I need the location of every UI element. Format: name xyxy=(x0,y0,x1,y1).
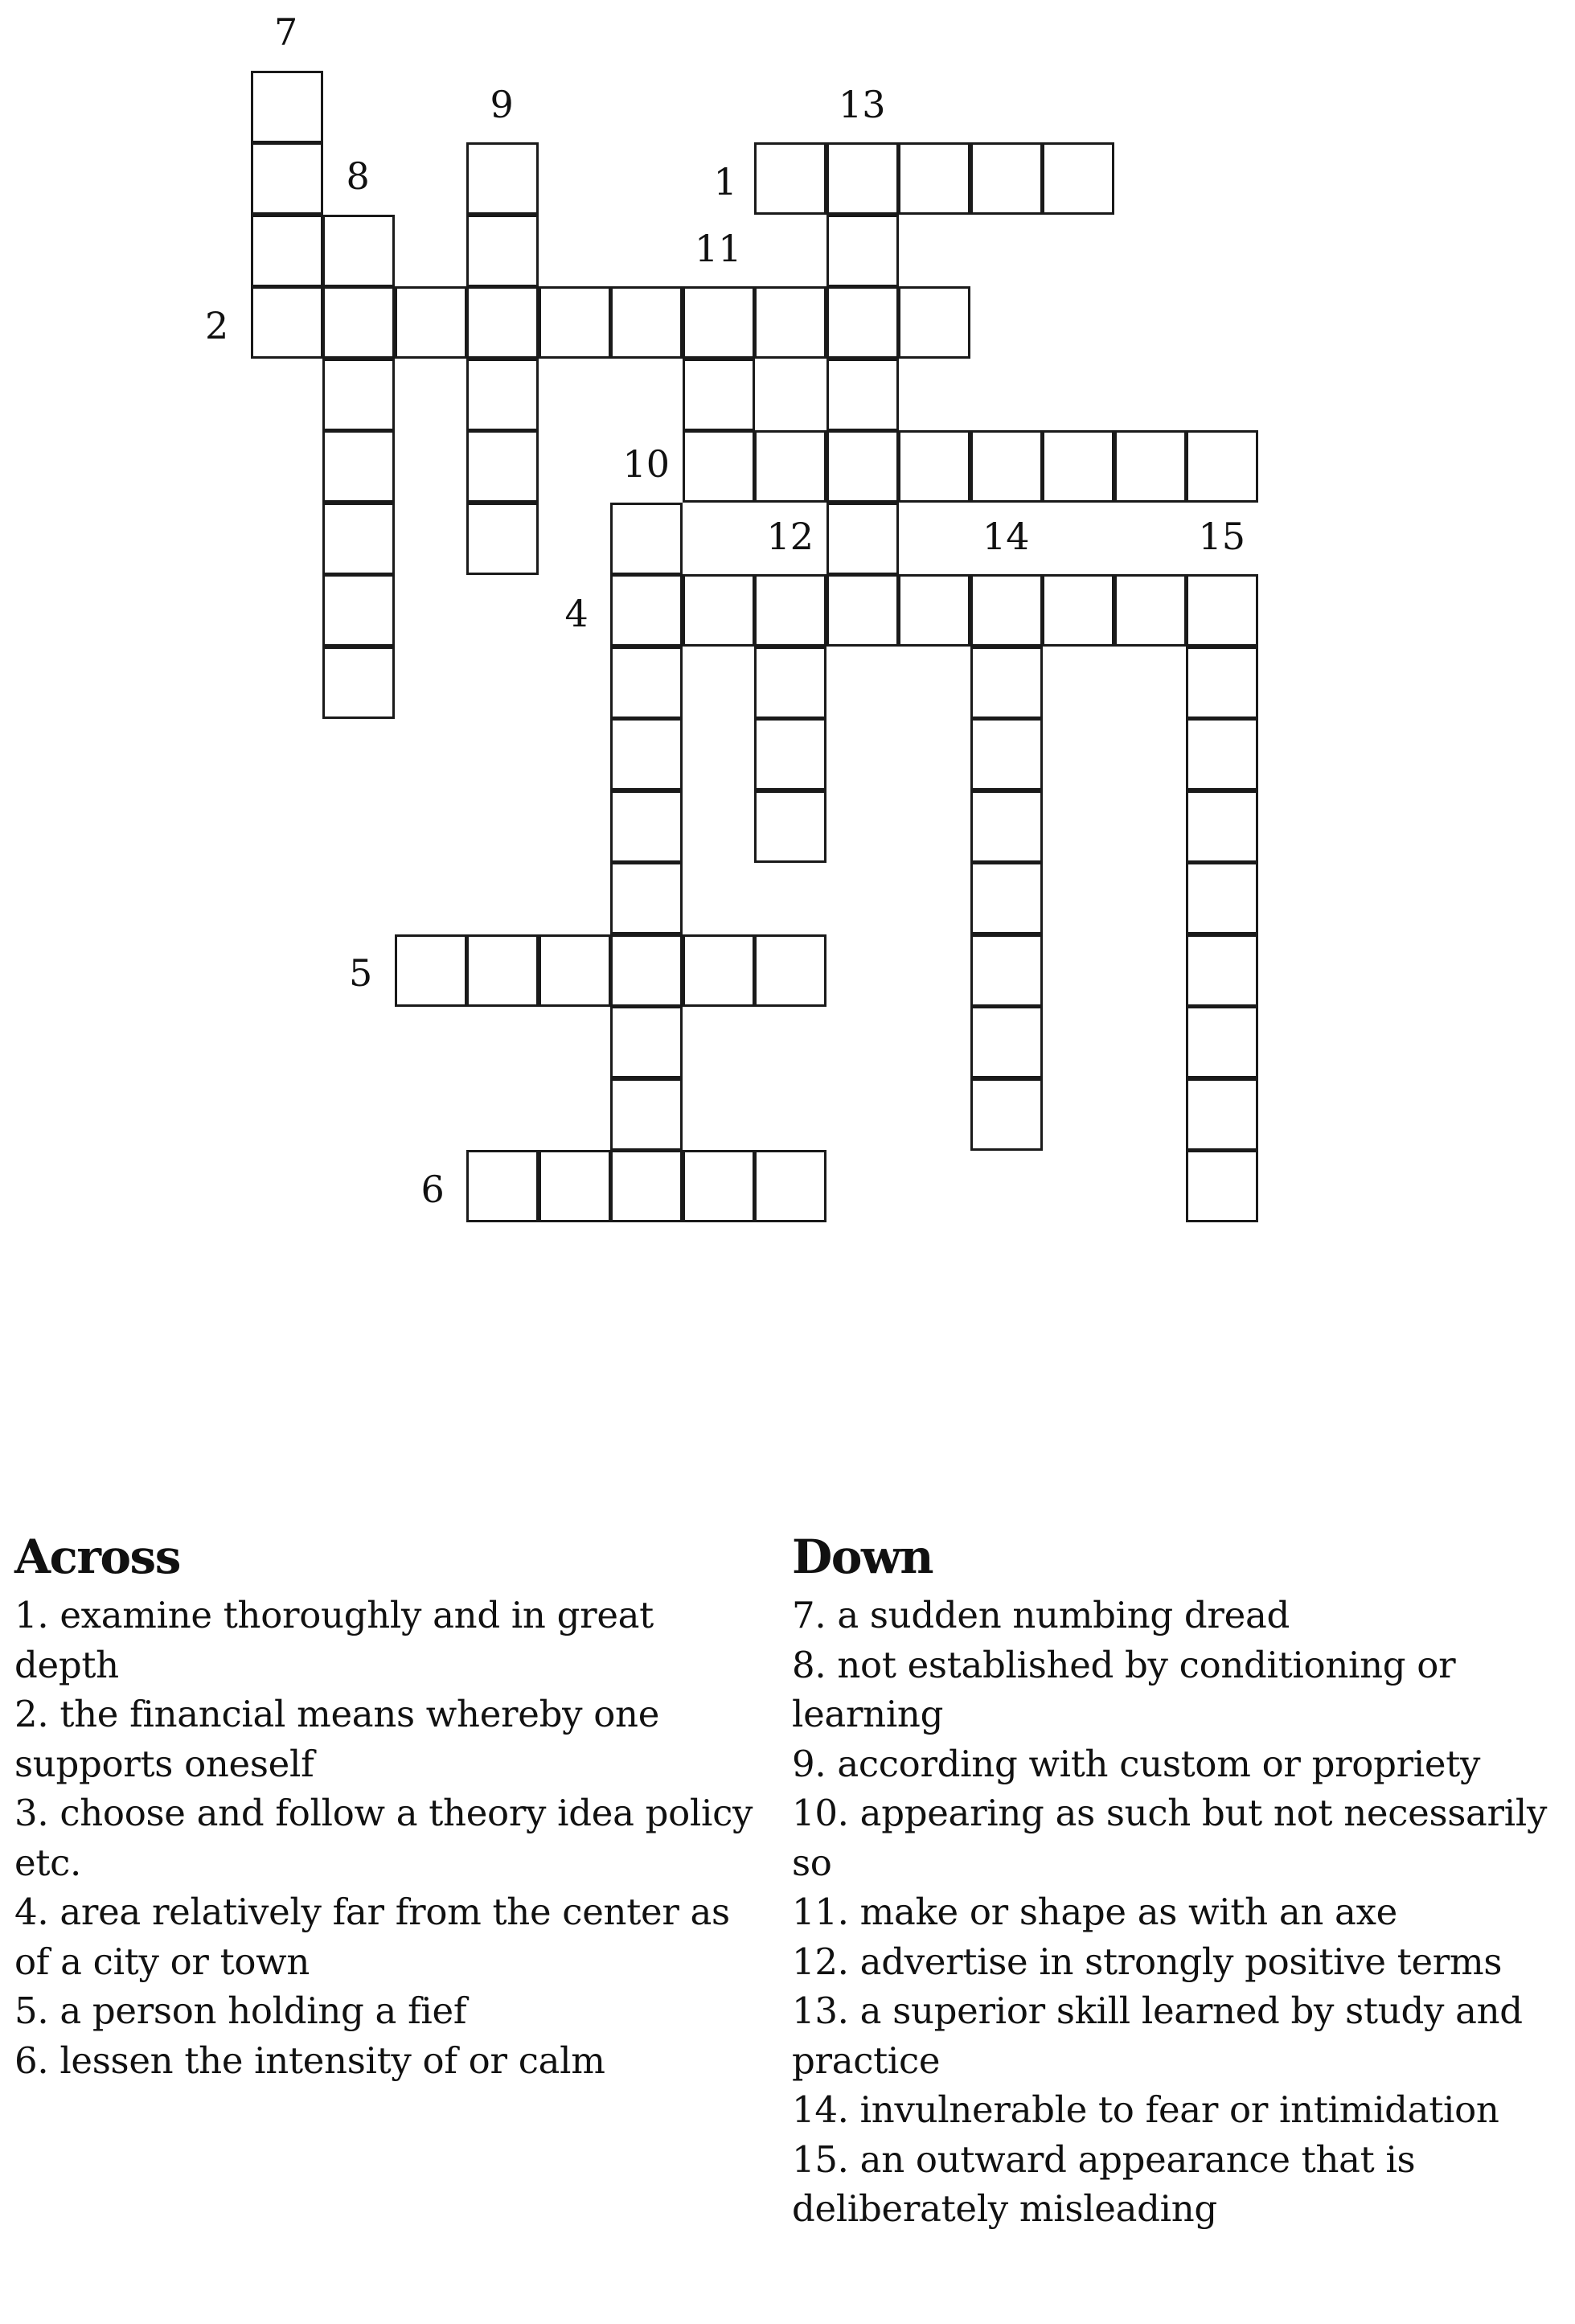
grid-cell[interactable] xyxy=(970,142,1043,215)
grid-cell[interactable] xyxy=(466,142,539,215)
grid-cell[interactable] xyxy=(466,286,539,359)
grid-cell[interactable] xyxy=(322,574,395,647)
grid-cell[interactable] xyxy=(826,215,899,287)
grid-cell[interactable] xyxy=(1186,862,1258,934)
clue-number-15: 15 xyxy=(1198,514,1246,558)
grid-cell[interactable] xyxy=(322,359,395,431)
down-heading: Down xyxy=(792,1529,933,1584)
grid-cell[interactable] xyxy=(754,1150,826,1222)
grid-cell[interactable] xyxy=(1186,1150,1258,1222)
grid-cell[interactable] xyxy=(683,359,755,431)
down-clue-list xyxy=(792,1591,1564,2234)
grid-cell[interactable] xyxy=(754,790,826,863)
grid-cell[interactable] xyxy=(539,286,611,359)
grid-cell[interactable] xyxy=(683,574,755,647)
grid-cell[interactable] xyxy=(251,215,323,287)
grid-cell[interactable] xyxy=(1042,574,1114,647)
across-clue-3: 3. choose and follow a theory idea policy etc. xyxy=(14,1792,753,1884)
grid-cell[interactable] xyxy=(1186,934,1258,1007)
grid-cell[interactable] xyxy=(1186,790,1258,863)
grid-cell[interactable] xyxy=(466,1150,539,1222)
grid-cell[interactable] xyxy=(970,934,1043,1007)
clue-number-8: 8 xyxy=(346,154,370,198)
grid-cell[interactable] xyxy=(898,142,970,215)
grid-cell[interactable] xyxy=(610,574,683,647)
grid-cell[interactable] xyxy=(970,1006,1043,1078)
grid-cell[interactable] xyxy=(970,790,1043,863)
grid-cell[interactable] xyxy=(754,647,826,719)
down-clue-13: 13. a superior skill learned by study and practice xyxy=(792,1989,1523,2082)
across-heading: Across xyxy=(14,1529,180,1584)
down-clue-15: 15. an outward appearance that is deliberately misleading xyxy=(792,2137,1416,2230)
grid-cell[interactable] xyxy=(970,862,1043,934)
grid-cell[interactable] xyxy=(683,934,755,1007)
across-clues xyxy=(14,1528,762,2085)
clue-number-1: 1 xyxy=(713,159,737,203)
grid-cell[interactable] xyxy=(970,1078,1043,1151)
grid-cell[interactable] xyxy=(1114,430,1187,503)
grid-cell[interactable] xyxy=(466,430,539,503)
grid-cell[interactable] xyxy=(322,503,395,575)
grid-cell[interactable] xyxy=(610,1078,683,1151)
grid-cell[interactable] xyxy=(610,718,683,790)
grid-cell[interactable] xyxy=(1186,718,1258,790)
grid-cell[interactable] xyxy=(322,286,395,359)
grid-cell[interactable] xyxy=(466,359,539,431)
grid-cell[interactable] xyxy=(683,286,755,359)
grid-cell[interactable] xyxy=(539,1150,611,1222)
grid-cell[interactable] xyxy=(683,430,755,503)
grid-cell[interactable] xyxy=(683,1150,755,1222)
grid-cell[interactable] xyxy=(466,503,539,575)
grid-cell[interactable] xyxy=(826,430,899,503)
grid-cell[interactable] xyxy=(826,574,899,647)
across-clue-1: 1. examine thoroughly and in great depth xyxy=(14,1594,654,1686)
grid-cell[interactable] xyxy=(322,647,395,719)
down-clue-14: 14. invulnerable to fear or intimidation xyxy=(792,2088,1499,2131)
grid-cell[interactable] xyxy=(1042,142,1114,215)
clue-number-9: 9 xyxy=(490,82,514,126)
grid-cell[interactable] xyxy=(251,142,323,215)
grid-cell[interactable] xyxy=(610,286,683,359)
grid-cell[interactable] xyxy=(1186,1006,1258,1078)
across-clue-5: 5. a person holding a fief xyxy=(14,1989,467,2032)
grid-cell[interactable] xyxy=(1186,430,1258,503)
grid-cell[interactable] xyxy=(466,215,539,287)
grid-cell[interactable] xyxy=(395,934,467,1007)
clue-number-2: 2 xyxy=(205,303,229,347)
grid-cell[interactable] xyxy=(1186,574,1258,647)
grid-cell[interactable] xyxy=(322,430,395,503)
grid-cell[interactable] xyxy=(610,503,683,575)
grid-cell[interactable] xyxy=(754,286,826,359)
clue-number-4: 4 xyxy=(564,591,589,635)
down-clue-7: 7. a sudden numbing dread xyxy=(792,1594,1290,1636)
clue-number-6: 6 xyxy=(420,1167,445,1211)
grid-cell[interactable] xyxy=(610,790,683,863)
grid-cell[interactable] xyxy=(898,430,970,503)
clue-number-5: 5 xyxy=(349,951,373,995)
clue-number-11: 11 xyxy=(695,226,742,270)
grid-cell[interactable] xyxy=(610,934,683,1007)
grid-cell[interactable] xyxy=(466,934,539,1007)
grid-cell[interactable] xyxy=(1186,647,1258,719)
down-clue-12: 12. advertise in strongly positive terms xyxy=(792,1940,1503,1983)
grid-cell[interactable] xyxy=(754,718,826,790)
grid-cell[interactable] xyxy=(898,286,970,359)
grid-cell[interactable] xyxy=(826,142,899,215)
clue-number-14: 14 xyxy=(982,514,1030,558)
grid-cell[interactable] xyxy=(970,430,1043,503)
grid-cell[interactable] xyxy=(754,934,826,1007)
grid-cell[interactable] xyxy=(754,142,826,215)
grid-cell[interactable] xyxy=(610,862,683,934)
grid-cell[interactable] xyxy=(970,647,1043,719)
clue-number-12: 12 xyxy=(766,514,814,558)
across-clue-6: 6. lessen the intensity of or calm xyxy=(14,2039,605,2082)
grid-cell[interactable] xyxy=(970,718,1043,790)
clue-number-7: 7 xyxy=(274,10,298,54)
grid-cell[interactable] xyxy=(610,1150,683,1222)
grid-cell[interactable] xyxy=(395,286,467,359)
grid-cell[interactable] xyxy=(610,1006,683,1078)
clue-number-10: 10 xyxy=(622,442,671,486)
grid-cell[interactable] xyxy=(251,71,323,143)
grid-cell[interactable] xyxy=(826,503,899,575)
down-clue-8: 8. not established by conditioning or learning xyxy=(792,1643,1456,1735)
grid-cell[interactable] xyxy=(826,286,899,359)
grid-cell[interactable] xyxy=(610,647,683,719)
down-clue-9: 9. according with custom or propriety xyxy=(792,1742,1481,1785)
grid-cell[interactable] xyxy=(826,359,899,431)
down-clue-11: 11. make or shape as with an axe xyxy=(792,1891,1397,1933)
grid-cell[interactable] xyxy=(970,574,1043,647)
across-clue-4: 4. area relatively far from the center as of a city or town xyxy=(14,1891,730,1983)
grid-cell[interactable] xyxy=(754,574,826,647)
clue-number-13: 13 xyxy=(839,82,886,126)
grid-cell[interactable] xyxy=(754,430,826,503)
across-clue-2: 2. the financial means whereby one supports oneself xyxy=(14,1693,660,1785)
grid-cell[interactable] xyxy=(898,574,970,647)
grid-cell[interactable] xyxy=(322,215,395,287)
across-clue-list xyxy=(14,1591,762,2085)
grid-cell[interactable] xyxy=(539,934,611,1007)
grid-cell[interactable] xyxy=(251,286,323,359)
grid-cell[interactable] xyxy=(1114,574,1187,647)
down-clue-10: 10. appearing as such but not necessarily so xyxy=(792,1792,1548,1884)
grid-cell[interactable] xyxy=(1186,1078,1258,1151)
grid-cell[interactable] xyxy=(1042,430,1114,503)
down-clues xyxy=(792,1528,1564,2234)
